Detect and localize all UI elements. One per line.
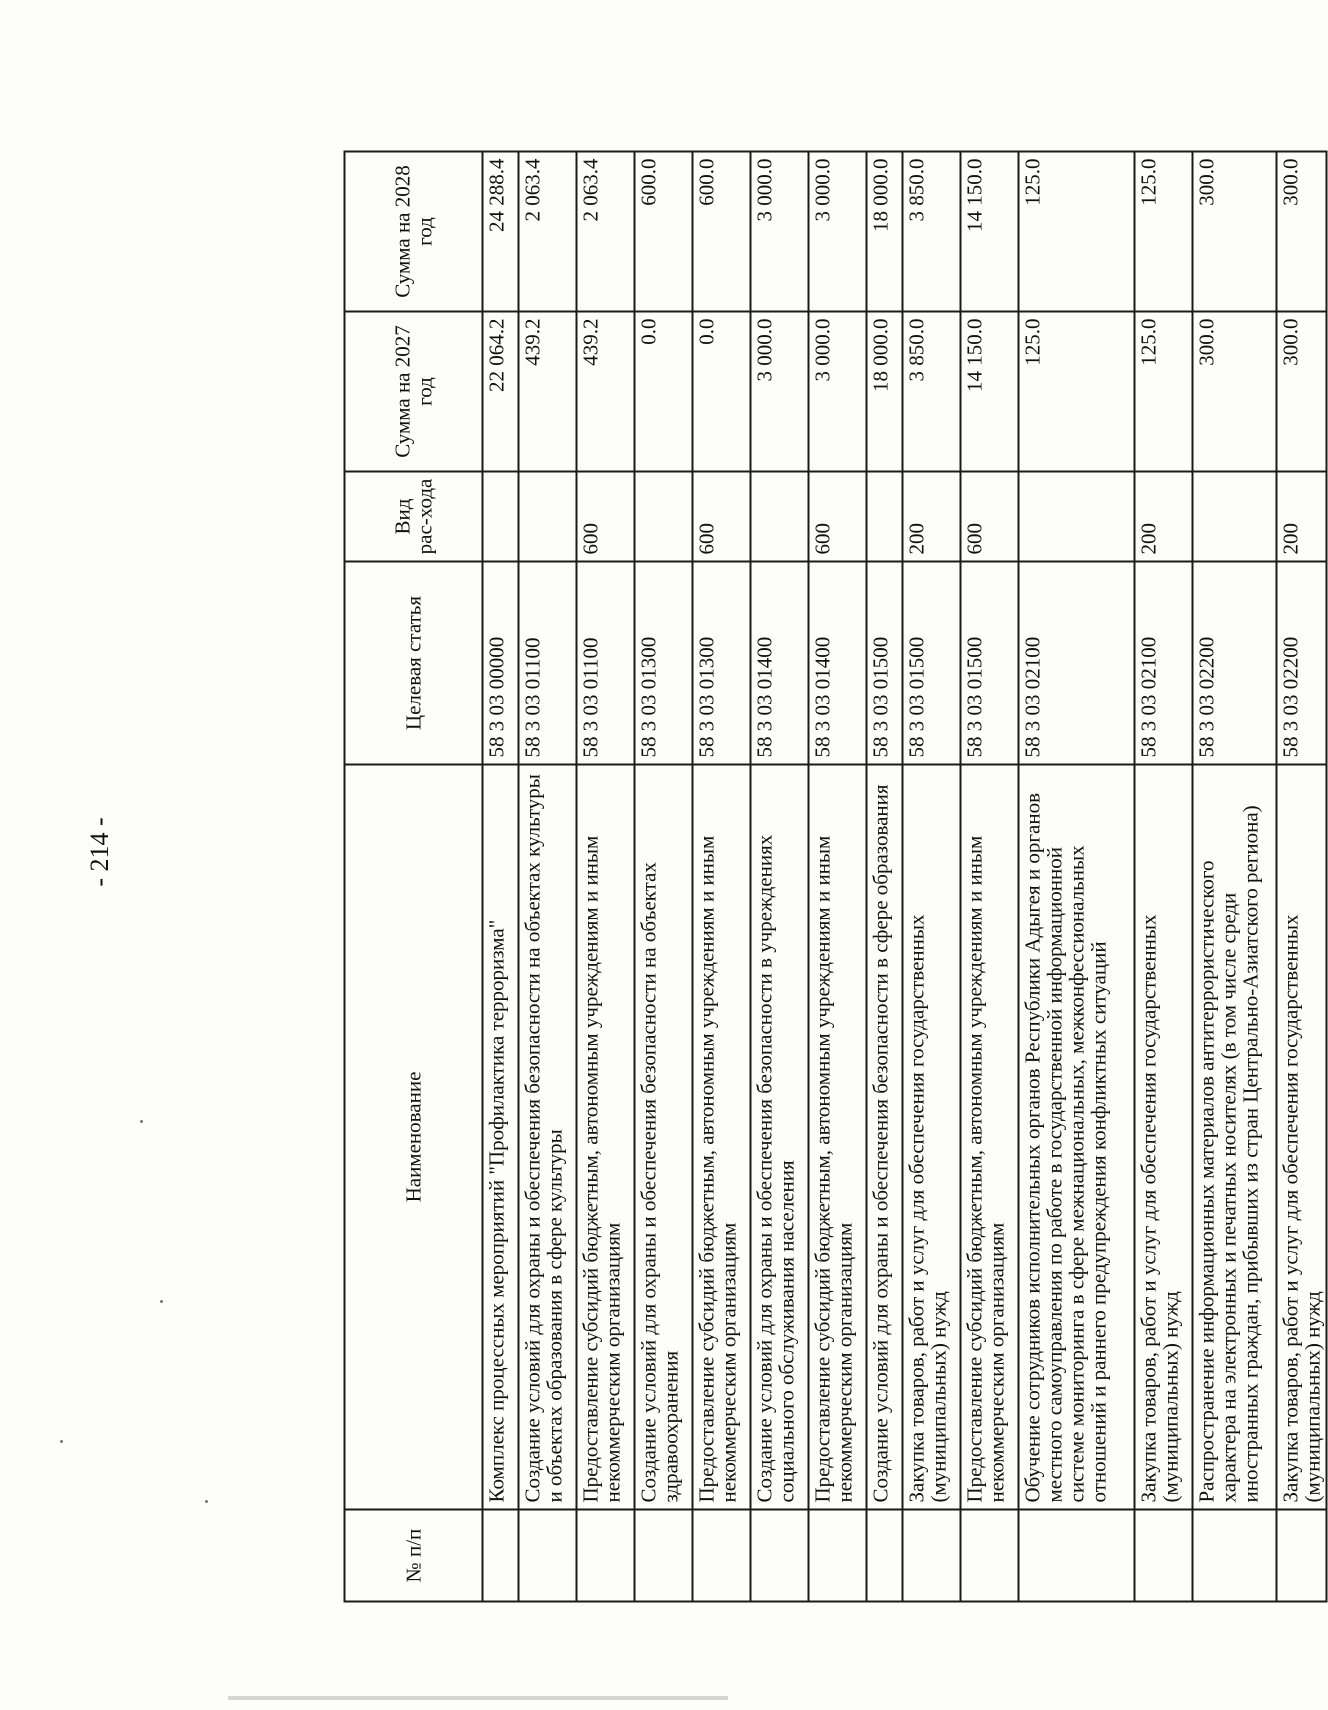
cell-sum-2028: 2 063.4	[577, 152, 635, 312]
header-target: Целевая статья	[345, 562, 483, 765]
cell-no	[903, 1510, 961, 1602]
cell-sum-2028: 18 000.0	[867, 152, 903, 312]
cell-target: 58 3 03 01500	[867, 562, 903, 765]
cell-name: Создание условий для охраны и обеспечения безопасности на объектах культуры и объектах образования в сфере культуры	[519, 765, 577, 1510]
header-kind: Вид рас-хода	[345, 472, 483, 562]
table-row	[961, 152, 1019, 1602]
cell-kind: 600	[693, 472, 751, 562]
cell-name: Предоставление субсидий бюджетным, автономным учреждениям и иным некоммерческим организациям	[693, 765, 751, 1510]
cell-no	[751, 1510, 809, 1602]
cell-no	[1135, 1510, 1193, 1602]
cell-no	[961, 1510, 1019, 1602]
cell-target: 58 3 03 01300	[693, 562, 751, 765]
cell-name: Создание условий для охраны и обеспечения безопасности на объектах здравоохранения	[635, 765, 693, 1510]
cell-sum-2027: 300.0	[1193, 312, 1277, 472]
cell-sum-2028: 125.0	[1019, 152, 1135, 312]
cell-kind	[751, 472, 809, 562]
header-sum-2027: Сумма на 2027 год	[345, 312, 483, 472]
cell-sum-2027: 439.2	[577, 312, 635, 472]
cell-kind: 200	[1135, 472, 1193, 562]
cell-sum-2027: 18 000.0	[867, 312, 903, 472]
cell-sum-2027: 125.0	[1019, 312, 1135, 472]
cell-sum-2027: 3 850.0	[903, 312, 961, 472]
cell-kind	[519, 472, 577, 562]
cell-no	[519, 1510, 577, 1602]
cell-name: Предоставление субсидий бюджетным, автономным учреждениям и иным некоммерческим организациям	[809, 765, 867, 1510]
budget-table-rotated	[344, 153, 1325, 1603]
cell-sum-2027: 0.0	[693, 312, 751, 472]
cell-kind	[867, 472, 903, 562]
table-row	[809, 152, 867, 1602]
table-row	[867, 152, 903, 1602]
header-name: Наименование	[345, 765, 483, 1510]
cell-target: 58 3 03 01100	[577, 562, 635, 765]
cell-kind	[635, 472, 693, 562]
header-no: № п/п	[345, 1510, 483, 1602]
cell-target: 58 3 03 00000	[483, 562, 519, 765]
cell-kind: 200	[903, 472, 961, 562]
cell-no	[577, 1510, 635, 1602]
table-row	[751, 152, 809, 1602]
cell-kind: 600	[961, 472, 1019, 562]
cell-no	[809, 1510, 867, 1602]
cell-name: Закупка товаров, работ и услуг для обеспечения государственных (муниципальных) нужд	[1135, 765, 1193, 1510]
cell-sum-2028: 14 150.0	[961, 152, 1019, 312]
cell-sum-2028: 125.0	[1135, 152, 1193, 312]
cell-name: Создание условий для охраны и обеспечения безопасности в учреждениях социального обслуживания населения	[751, 765, 809, 1510]
cell-target: 58 3 03 01400	[809, 562, 867, 765]
cell-no	[635, 1510, 693, 1602]
cell-kind	[1193, 472, 1277, 562]
cell-no	[1277, 1510, 1327, 1602]
cell-no	[1193, 1510, 1277, 1602]
cell-target: 58 3 03 02100	[1135, 562, 1193, 765]
cell-sum-2027: 3 000.0	[809, 312, 867, 472]
cell-name: Закупка товаров, работ и услуг для обеспечения государственных (муниципальных) нужд	[903, 765, 961, 1510]
cell-name: Обучение сотрудников исполнительных органов Республики Адыгея и органов местного самоуправления по работе в государственной информационной системе мониторинга в сфере межнациональных, межконфессиональных отношений и раннего предупреждения конфликтных ситуаций	[1019, 765, 1135, 1510]
cell-sum-2028: 2 063.4	[519, 152, 577, 312]
cell-no	[483, 1510, 519, 1602]
scan-speck	[60, 1440, 63, 1443]
cell-sum-2028: 600.0	[693, 152, 751, 312]
cell-sum-2028: 3 000.0	[809, 152, 867, 312]
cell-target: 58 3 03 01500	[903, 562, 961, 765]
scan-speck	[205, 1500, 208, 1503]
cell-name: Создание условий для охраны и обеспечения безопасности в сфере образования	[867, 765, 903, 1510]
cell-target: 58 3 03 02200	[1277, 562, 1327, 765]
cell-target: 58 3 03 01400	[751, 562, 809, 765]
table-row	[1193, 152, 1277, 1602]
cell-no	[1019, 1510, 1135, 1602]
cell-sum-2028: 3 000.0	[751, 152, 809, 312]
table-row	[635, 152, 693, 1602]
scan-edge-smudge	[228, 1696, 728, 1700]
page-number: - 214 -	[85, 817, 114, 887]
cell-sum-2028: 300.0	[1277, 152, 1327, 312]
cell-kind: 600	[809, 472, 867, 562]
cell-name: Закупка товаров, работ и услуг для обеспечения государственных (муниципальных) нужд	[1277, 765, 1327, 1510]
cell-target: 58 3 03 01100	[519, 562, 577, 765]
table-row	[519, 152, 577, 1602]
header-sum-2028: Сумма на 2028 год	[345, 152, 483, 312]
table-row	[1135, 152, 1193, 1602]
cell-target: 58 3 03 01300	[635, 562, 693, 765]
table-row	[577, 152, 635, 1602]
table-row	[483, 152, 519, 1602]
table-row	[1277, 152, 1327, 1602]
cell-kind: 600	[577, 472, 635, 562]
scan-speck	[140, 1120, 143, 1123]
cell-sum-2027: 0.0	[635, 312, 693, 472]
cell-sum-2027: 125.0	[1135, 312, 1193, 472]
table-row	[903, 152, 961, 1602]
cell-sum-2028: 3 850.0	[903, 152, 961, 312]
cell-target: 58 3 03 02200	[1193, 562, 1277, 765]
table-row	[693, 152, 751, 1602]
cell-sum-2028: 24 288.4	[483, 152, 519, 312]
cell-target: 58 3 03 02100	[1019, 562, 1135, 765]
budget-table	[344, 151, 1328, 1603]
cell-sum-2028: 300.0	[1193, 152, 1277, 312]
scan-speck	[160, 1300, 163, 1303]
cell-name: Распространение информационных материалов антитеррористического характера на электронных и печатных носителях (в том числе среди иностранных граждан, прибывших из стран Центрально-Азиатского региона)	[1193, 765, 1277, 1510]
table-row	[1019, 152, 1135, 1602]
table-header-row	[345, 152, 483, 1602]
cell-sum-2027: 300.0	[1277, 312, 1327, 472]
cell-no	[867, 1510, 903, 1602]
cell-sum-2027: 439.2	[519, 312, 577, 472]
cell-sum-2028: 600.0	[635, 152, 693, 312]
cell-sum-2027: 3 000.0	[751, 312, 809, 472]
cell-sum-2027: 14 150.0	[961, 312, 1019, 472]
cell-sum-2027: 22 064.2	[483, 312, 519, 472]
cell-name: Предоставление субсидий бюджетным, автономным учреждениям и иным некоммерческим организациям	[577, 765, 635, 1510]
cell-no	[693, 1510, 751, 1602]
cell-name: Комплекс процессных мероприятий "Профилактика терроризма"	[483, 765, 519, 1510]
cell-name: Предоставление субсидий бюджетным, автономным учреждениям и иным некоммерческим организациям	[961, 765, 1019, 1510]
cell-kind: 200	[1277, 472, 1327, 562]
cell-target: 58 3 03 01500	[961, 562, 1019, 765]
cell-kind	[1019, 472, 1135, 562]
cell-kind	[483, 472, 519, 562]
